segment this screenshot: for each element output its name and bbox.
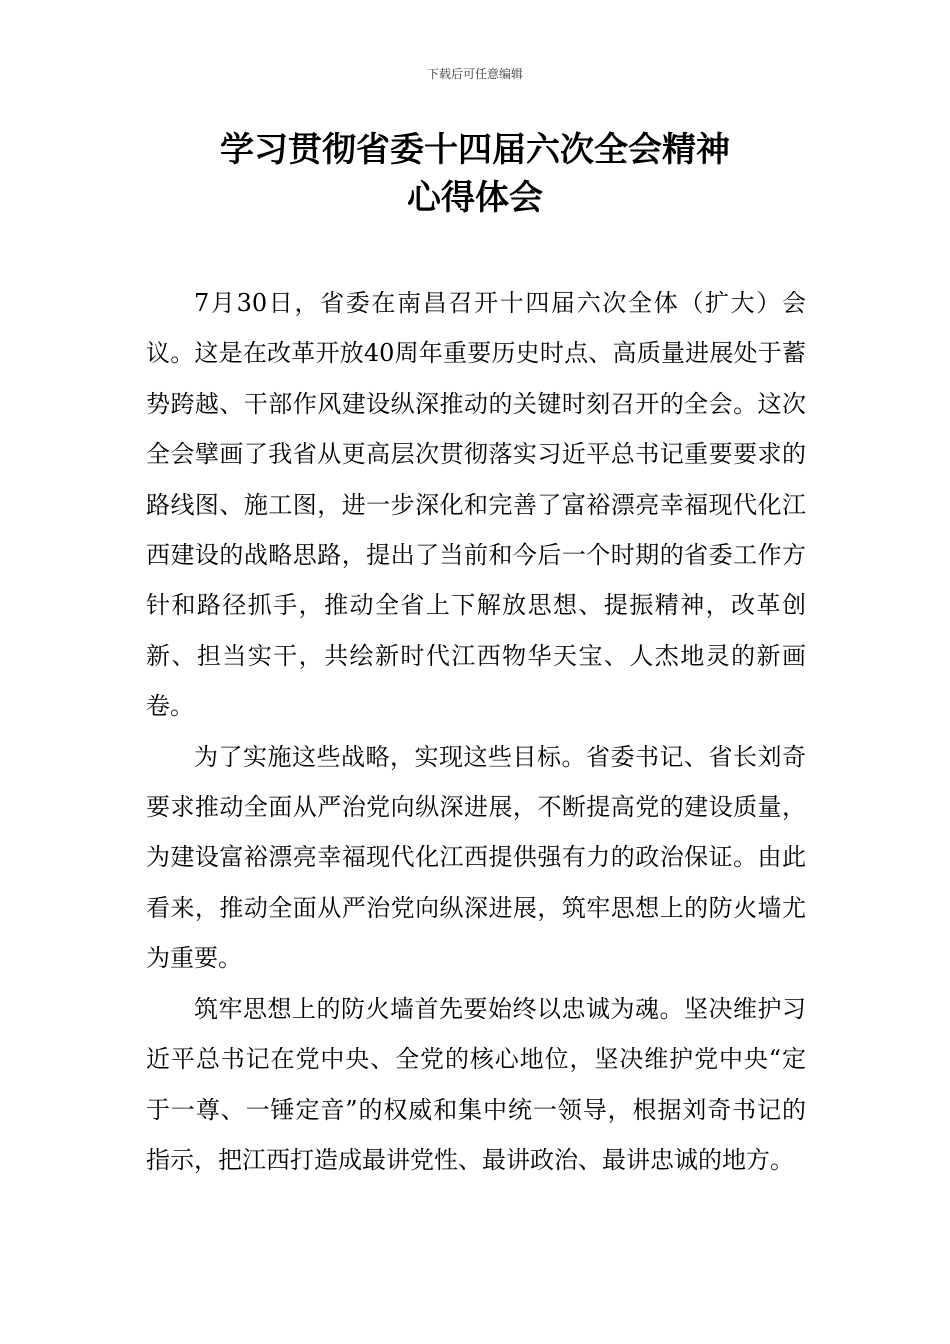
paragraph-1: 7月30日，省委在南昌召开十四届六次全体（扩大）会议。这是在改革开放40周年重要历史时点、高质量进展处于蓄势跨越、干部作风建设纵深推动的关键时刻召开的全会。这次全会擘画了我省从更高层次贯彻落实习近平总书记重要要求的路线图、施工图，进一步深化和完善了富裕漂亮幸福现代化江西建设的战略思路，提出了当前和今后一个时期的省委工作方针和路径抓手，推动全省上下解放思想、提振精神，改革创新、担当实干，共绘新时代江西物华天宝、人杰地灵的新画卷。 — [146, 289, 806, 721]
title-line-2: 心得体会 — [407, 178, 543, 218]
title-line-1: 学习贯彻省委十四届六次全会精神 — [220, 130, 730, 170]
document-title — [0, 126, 950, 222]
paragraph-2: 为了实施这些战略，实现这些目标。省委书记、省长刘奇要求推动全面从严治党向纵深进展，不断提高党的建设质量，为建设富裕漂亮幸福现代化江西提供强有力的政治保证。由此看来，推动全面从严治党向纵深进展，筑牢思想上的防火墙尤为重要。 — [146, 742, 806, 973]
paragraph-3: 筑牢思想上的防火墙首先要始终以忠诚为魂。坚决维护习近平总书记在党中央、全党的核心地位，坚决维护党中央“定于一尊、一锤定音”的权威和集中统一领导，根据刘奇书记的指示，把江西打造成最讲党性、最讲政治、最讲忠诚的地方。 — [146, 994, 806, 1174]
header-note: 下载后可任意编辑 — [426, 67, 523, 81]
document-body — [146, 278, 806, 1185]
